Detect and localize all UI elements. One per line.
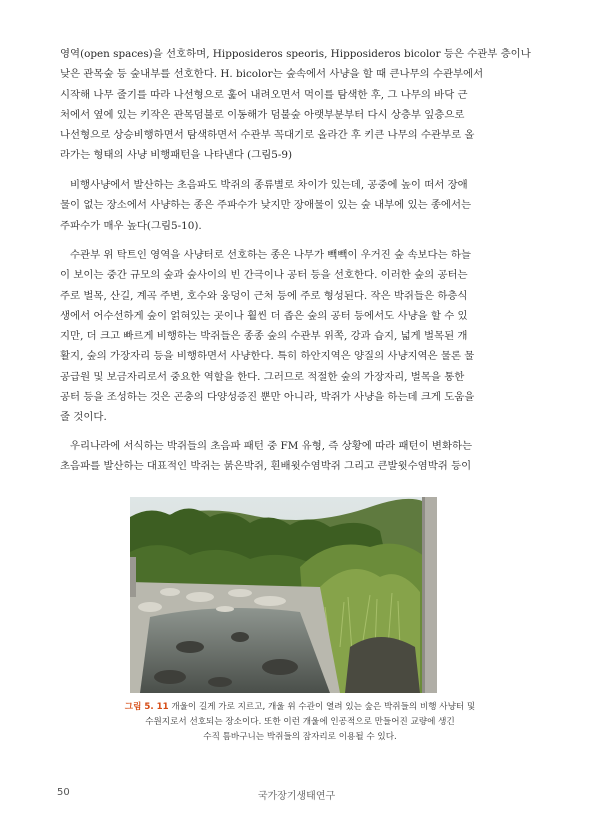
text-line: 이 보이는 중간 규모의 숲과 숲사이의 빈 간극이나 공터 등을 선호한다. 이러한 숲의 공터는 <box>60 269 468 282</box>
text-line: 공터 등을 조성하는 것은 곤충의 다양성증진 뿐만 아니라, 박쥐가 사냥을 하는데 크게 도움을 <box>60 391 475 404</box>
body-paragraph-1 <box>60 44 537 166</box>
caption-line: 수직 틈바구니는 박쥐들의 잠자리로 이용될 수 있다. <box>203 732 397 742</box>
text-line: 나선형으로 상승비행하면서 탐색하면서 수관부 꼭대기로 올라간 후 키큰 나무의 수관부로 올 <box>60 129 475 142</box>
stream-forest-photo <box>130 497 437 693</box>
caption-line: 수원지로서 선호되는 장소이다. 또한 이런 개울에 인공적으로 만들어진 교량에 생긴 <box>145 717 455 727</box>
body-paragraph-3 <box>60 245 537 428</box>
text-line: 공급원 및 보금자리로서 중요한 역할을 한다. 그러므로 적절한 숲의 가장자리, 벌목을 통한 <box>60 370 465 383</box>
caption-line: 개울이 길게 가로 지르고, 개울 위 수관이 열려 있는 숲은 박쥐들의 비행 사냥터 및 <box>171 702 476 712</box>
page-number: 50 <box>57 787 70 798</box>
text-line: 낮은 관목숲 등 숲내부를 선호한다. H. bicolor는 숲속에서 사냥을 할 때 큰나무의 수관부에서 <box>60 68 484 81</box>
text-line: 주파수가 매우 높다(그림5-10). <box>60 219 202 232</box>
body-paragraph-2 <box>60 175 537 236</box>
text-line: 줄 것이다. <box>60 411 107 424</box>
text-line: 비행사냥에서 발산하는 초음파도 박쥐의 종류별로 차이가 있는데, 공중에 높이 떠서 장애 <box>70 179 468 191</box>
text-line: 지만, 더 크고 빠르게 비행하는 박쥐들은 종종 숲의 수관부 위쪽, 강과 습지, 넓게 벌목된 개 <box>60 330 468 343</box>
text-line: 생에서 어수선하게 숲이 얽혀있는 곳이나 훨씬 더 좁은 숲의 공터 등에서도 사냥을 할 수 있 <box>60 309 468 322</box>
text-line: 처에서 옆에 있는 키작은 관목덤불로 이동해가 덤불숲 아랫부분부터 다시 상층부 잎층으로 <box>60 108 465 121</box>
text-line: 영역(open spaces)을 선호하며, Hipposideros speoris, Hipposideros bicolor 등은 수관부 층이나 <box>60 48 531 60</box>
figure-label: 그림 5. 11 <box>124 702 169 712</box>
figure-caption <box>80 700 520 745</box>
footer-title: 국가장기생태연구 <box>257 791 336 802</box>
text-line: 활지, 숲의 가장자리 등을 비행하면서 사냥한다. 특히 하안지역은 양질의 사냥지역은 물론 물 <box>60 350 475 363</box>
text-line: 시작해 나무 줄기를 따라 나선형으로 훑어 내려오면서 먹이를 탐색한 후, 그 나무의 바닥 근 <box>60 88 468 101</box>
text-line: 주로 벌목, 산길, 계곡 주변, 호수와 웅덩이 근처 등에 주로 형성된다. 작은 박쥐들은 하층식 <box>60 289 468 302</box>
text-line: 우리나라에 서식하는 박쥐들의 초음파 패턴 중 FM 유형, 즉 상황에 따라 패턴이 변화하는 <box>70 440 473 452</box>
body-paragraph-4 <box>60 436 537 477</box>
text-line: 수관부 위 탁트인 영역을 사냥터로 선호하는 종은 나무가 빽빽이 우거진 숲 속보다는 하늘 <box>70 249 471 261</box>
text-line: 물이 없는 장소에서 사냥하는 종은 주파수가 낮지만 장애물이 있는 숲 내부에 있는 종에서는 <box>60 199 472 212</box>
text-line: 라가는 형태의 사냥 비행패턴을 나타낸다 (그림5-9) <box>60 149 293 162</box>
text-line: 초음파를 발산하는 대표적인 박쥐는 붉은박쥐, 흰배윗수염박쥐 그리고 큰발윗수염박쥐 등이 <box>60 460 472 473</box>
